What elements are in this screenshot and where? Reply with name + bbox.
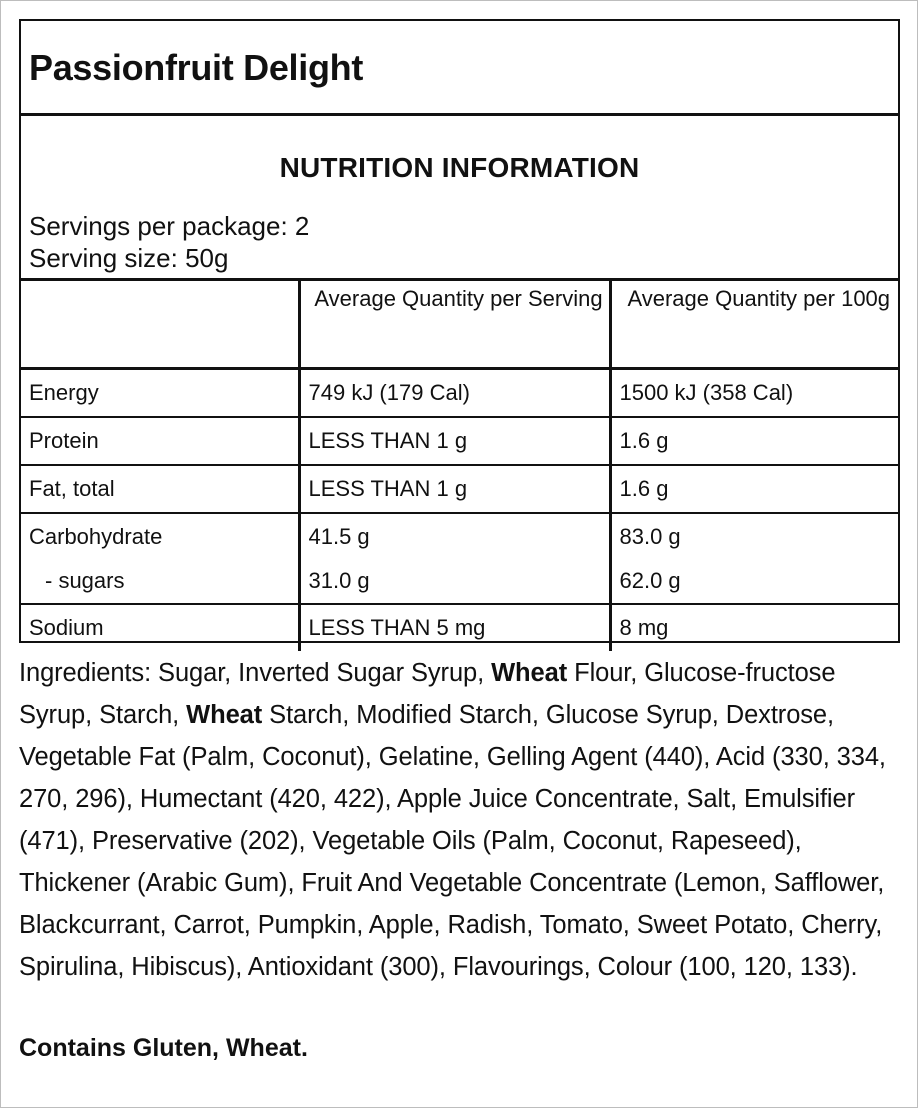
ingredients-part-2: Flour, Glucose-fructose Syrup, Starch, [19, 659, 836, 729]
nutrition-heading: NUTRITION INFORMATION [279, 152, 640, 183]
per-100g-value: 83.0 g [619, 523, 681, 549]
nutrition-panel [19, 19, 900, 643]
per-serving-value: 41.5 g [308, 523, 370, 549]
allergen-wheat-2: Wheat [186, 701, 263, 729]
per-serving-sugars: 31.0 g [308, 567, 370, 593]
table-row-sodium [21, 604, 898, 651]
header-blank-cell [21, 281, 299, 368]
ingredients-part-3: Starch, Modified Starch, Glucose Syrup, Dextrose, Vegetable Fat (Palm, Coconut), Gelatine, Gelling Agent (440), Acid (330, 334, 270, 296), Humectant (420, 422), Apple Juice Concentrate, Salt, Emulsifier (471), Preservative (202), Vegetable Oils (Palm, Coconut, Rapeseed), Thickener (Arabic Gum), Fruit And Vegetable Concentrate (Lemon, Safflower, Blackcurrant, Carrot, Pumpkin, Apple, Radish, Tomato, Sweet Potato, Cherry, Spirulina, Hibiscus), Antioxidant (300), Flavourings, Colour (100, 120, 133). [19, 701, 886, 981]
nutrition-header [21, 116, 898, 281]
per-100g-group [610, 513, 898, 604]
table-row-energy [21, 368, 898, 417]
row-label-sugars: - sugars [45, 567, 125, 593]
servings-per-package: Servings per package: 2 [29, 211, 310, 241]
per-100g-value: 1.6 g [610, 417, 898, 465]
row-label: Energy [21, 368, 299, 417]
per-serving-value: LESS THAN 1 g [299, 465, 610, 513]
title-row [21, 21, 898, 116]
table-row-carbohydrate [21, 513, 898, 604]
per-serving-value: LESS THAN 5 mg [299, 604, 610, 651]
row-label: Protein [21, 417, 299, 465]
row-label: Fat, total [21, 465, 299, 513]
per-serving-value: LESS THAN 1 g [299, 417, 610, 465]
nutrition-table [21, 281, 898, 651]
table-header-row [21, 281, 898, 368]
serving-size: Serving size: 50g [29, 243, 229, 273]
ingredients-part-1: Ingredients: Sugar, Inverted Sugar Syrup, [19, 659, 492, 687]
product-title: Passionfruit Delight [29, 47, 364, 88]
per-100g-value: 1500 kJ (358 Cal) [610, 368, 898, 417]
header-per-100g: Average Quantity per 100g [610, 281, 898, 368]
table-row-fat [21, 465, 898, 513]
per-100g-value: 8 mg [619, 614, 669, 640]
per-serving-group [299, 513, 610, 604]
row-label-group [21, 513, 299, 604]
table-row-protein [21, 417, 898, 465]
allergen-statement: Contains Gluten, Wheat. [19, 1034, 308, 1062]
ingredients-text [19, 652, 899, 988]
row-label: Carbohydrate [29, 523, 163, 549]
per-100g-value: 1.6 g [610, 465, 898, 513]
header-per-serving: Average Quantity per Serving [299, 281, 610, 368]
row-label: Sodium [21, 604, 299, 651]
per-serving-value: 749 kJ (179 Cal) [299, 368, 610, 417]
per-100g-sugars: 62.0 g [619, 567, 681, 593]
allergen-wheat-1: Wheat [491, 659, 568, 687]
